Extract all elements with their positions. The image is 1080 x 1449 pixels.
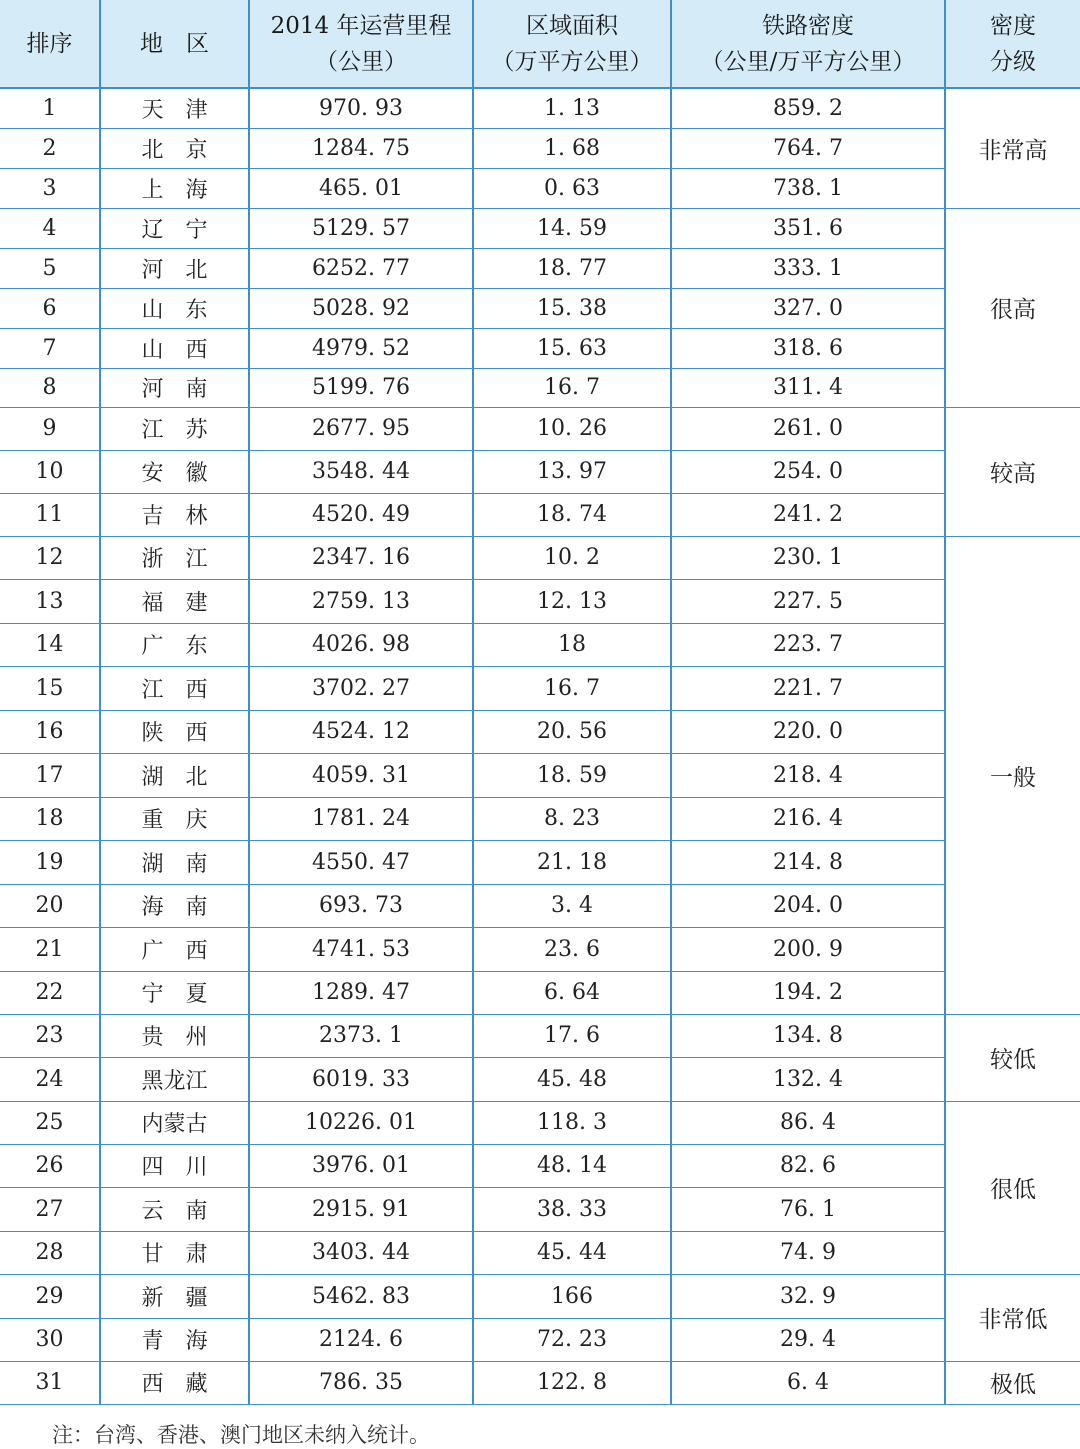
- region-cell: 甘 肃: [100, 1231, 249, 1274]
- density-cell: 200. 9: [671, 927, 945, 971]
- density-cell: 134. 8: [671, 1014, 945, 1057]
- rank-cell: 11: [0, 493, 100, 536]
- density-cell: 221. 7: [671, 666, 945, 710]
- mileage-cell: 4550. 47: [249, 840, 473, 884]
- mileage-cell: 786. 35: [249, 1361, 473, 1404]
- table-row: [0, 840, 1080, 884]
- region-cell: 江 苏: [100, 407, 249, 450]
- table-row: [0, 88, 1080, 128]
- mileage-cell: 970. 93: [249, 88, 473, 128]
- region-cell: 湖 南: [100, 840, 249, 884]
- mileage-cell: 10226. 01: [249, 1101, 473, 1144]
- table-row: [0, 623, 1080, 666]
- table-row: [0, 884, 1080, 927]
- area-cell: 18. 77: [473, 248, 671, 288]
- table-row: [0, 1057, 1080, 1101]
- mileage-cell: 2677. 95: [249, 407, 473, 450]
- region-cell: 西 藏: [100, 1361, 249, 1404]
- region-cell: 宁 夏: [100, 971, 249, 1014]
- density-cell: 764. 7: [671, 128, 945, 168]
- grade-cell: 较低: [945, 1014, 1080, 1101]
- region-cell: 福 建: [100, 579, 249, 623]
- rank-cell: 1: [0, 88, 100, 128]
- area-cell: 45. 44: [473, 1231, 671, 1274]
- area-cell: 12. 13: [473, 579, 671, 623]
- density-cell: 218. 4: [671, 753, 945, 797]
- grade-cell: 很高: [945, 208, 1080, 407]
- mileage-cell: 1289. 47: [249, 971, 473, 1014]
- rank-cell: 31: [0, 1361, 100, 1404]
- region-cell: 河 南: [100, 368, 249, 407]
- area-cell: 17. 6: [473, 1014, 671, 1057]
- header-density: [671, 0, 945, 88]
- table-row: [0, 168, 1080, 208]
- area-cell: 118. 3: [473, 1101, 671, 1144]
- rank-cell: 4: [0, 208, 100, 248]
- mileage-cell: 3702. 27: [249, 666, 473, 710]
- density-cell: 76. 1: [671, 1187, 945, 1231]
- mileage-cell: 1781. 24: [249, 797, 473, 840]
- mileage-cell: 2915. 91: [249, 1187, 473, 1231]
- rank-cell: 24: [0, 1057, 100, 1101]
- density-cell: 214. 8: [671, 840, 945, 884]
- area-cell: 38. 33: [473, 1187, 671, 1231]
- table-row: [0, 368, 1080, 407]
- table-row: [0, 797, 1080, 840]
- mileage-cell: 3548. 44: [249, 450, 473, 493]
- density-cell: 241. 2: [671, 493, 945, 536]
- header-mileage-line1: 2014 年运营里程: [270, 12, 452, 39]
- table-row: [0, 927, 1080, 971]
- region-cell: 重 庆: [100, 797, 249, 840]
- density-cell: 738. 1: [671, 168, 945, 208]
- area-cell: 10. 26: [473, 407, 671, 450]
- grade-cell: 非常高: [945, 88, 1080, 208]
- table-row: [0, 407, 1080, 450]
- mileage-cell: 5129. 57: [249, 208, 473, 248]
- table-row: [0, 328, 1080, 368]
- mileage-cell: 5462. 83: [249, 1274, 473, 1318]
- region-cell: 四 川: [100, 1144, 249, 1187]
- grade-cell: 极低: [945, 1361, 1080, 1404]
- region-cell: 山 西: [100, 328, 249, 368]
- region-cell: 江 西: [100, 666, 249, 710]
- area-cell: 3. 4: [473, 884, 671, 927]
- mileage-cell: 6252. 77: [249, 248, 473, 288]
- density-cell: 230. 1: [671, 536, 945, 579]
- density-cell: 29. 4: [671, 1318, 945, 1361]
- area-cell: 20. 56: [473, 710, 671, 753]
- table-row: [0, 493, 1080, 536]
- table-header-row: [0, 0, 1080, 88]
- rank-cell: 5: [0, 248, 100, 288]
- header-mileage: [249, 0, 473, 88]
- density-cell: 204. 0: [671, 884, 945, 927]
- table-body: [0, 88, 1080, 1404]
- header-region: 地 区: [100, 0, 249, 88]
- mileage-cell: 2124. 6: [249, 1318, 473, 1361]
- table-row: [0, 1318, 1080, 1361]
- mileage-cell: 693. 73: [249, 884, 473, 927]
- rank-cell: 10: [0, 450, 100, 493]
- table-row: [0, 1144, 1080, 1187]
- rank-cell: 29: [0, 1274, 100, 1318]
- rank-cell: 25: [0, 1101, 100, 1144]
- rank-cell: 13: [0, 579, 100, 623]
- rank-cell: 6: [0, 288, 100, 328]
- area-cell: 45. 48: [473, 1057, 671, 1101]
- area-cell: 18. 74: [473, 493, 671, 536]
- rank-cell: 23: [0, 1014, 100, 1057]
- region-cell: 辽 宁: [100, 208, 249, 248]
- table-row: [0, 1101, 1080, 1144]
- area-cell: 8. 23: [473, 797, 671, 840]
- area-cell: 166: [473, 1274, 671, 1318]
- density-cell: 261. 0: [671, 407, 945, 450]
- table-row: [0, 450, 1080, 493]
- header-mileage-line2: （公里）: [315, 48, 407, 75]
- header-grade-line1: 密度: [990, 12, 1036, 39]
- density-cell: 223. 7: [671, 623, 945, 666]
- header-area-line1: 区域面积: [526, 12, 618, 39]
- density-cell: 194. 2: [671, 971, 945, 1014]
- table-row: [0, 1274, 1080, 1318]
- region-cell: 内蒙古: [100, 1101, 249, 1144]
- region-cell: 贵 州: [100, 1014, 249, 1057]
- table-row: [0, 536, 1080, 579]
- region-cell: 广 东: [100, 623, 249, 666]
- mileage-cell: 2373. 1: [249, 1014, 473, 1057]
- table-row: [0, 288, 1080, 328]
- footnote: 注：台湾、香港、澳门地区未纳入统计。: [52, 1423, 430, 1447]
- area-cell: 72. 23: [473, 1318, 671, 1361]
- rank-cell: 15: [0, 666, 100, 710]
- area-cell: 15. 63: [473, 328, 671, 368]
- rank-cell: 18: [0, 797, 100, 840]
- rank-cell: 27: [0, 1187, 100, 1231]
- region-cell: 陕 西: [100, 710, 249, 753]
- table-row: [0, 248, 1080, 288]
- mileage-cell: 5199. 76: [249, 368, 473, 407]
- grade-cell: 很低: [945, 1101, 1080, 1274]
- area-cell: 48. 14: [473, 1144, 671, 1187]
- density-cell: 311. 4: [671, 368, 945, 407]
- mileage-cell: 6019. 33: [249, 1057, 473, 1101]
- area-cell: 18. 59: [473, 753, 671, 797]
- area-cell: 1. 68: [473, 128, 671, 168]
- rank-cell: 26: [0, 1144, 100, 1187]
- rank-cell: 19: [0, 840, 100, 884]
- mileage-cell: 5028. 92: [249, 288, 473, 328]
- rank-cell: 14: [0, 623, 100, 666]
- grade-cell: 较高: [945, 407, 1080, 536]
- density-cell: 82. 6: [671, 1144, 945, 1187]
- table-row: [0, 1361, 1080, 1404]
- header-area-line2: （万平方公里）: [491, 48, 653, 75]
- density-cell: 216. 4: [671, 797, 945, 840]
- mileage-cell: 4524. 12: [249, 710, 473, 753]
- rank-cell: 12: [0, 536, 100, 579]
- area-cell: 16. 7: [473, 368, 671, 407]
- density-cell: 220. 0: [671, 710, 945, 753]
- header-grade: [945, 0, 1080, 88]
- rank-cell: 2: [0, 128, 100, 168]
- region-cell: 黑龙江: [100, 1057, 249, 1101]
- mileage-cell: 1284. 75: [249, 128, 473, 168]
- table-row: [0, 666, 1080, 710]
- region-cell: 湖 北: [100, 753, 249, 797]
- area-cell: 16. 7: [473, 666, 671, 710]
- area-cell: 23. 6: [473, 927, 671, 971]
- rank-cell: 22: [0, 971, 100, 1014]
- region-cell: 安 徽: [100, 450, 249, 493]
- area-cell: 21. 18: [473, 840, 671, 884]
- mileage-cell: 3403. 44: [249, 1231, 473, 1274]
- header-area: [473, 0, 671, 88]
- area-cell: 1. 13: [473, 88, 671, 128]
- density-cell: 254. 0: [671, 450, 945, 493]
- area-cell: 0. 63: [473, 168, 671, 208]
- region-cell: 山 东: [100, 288, 249, 328]
- region-cell: 广 西: [100, 927, 249, 971]
- mileage-cell: 465. 01: [249, 168, 473, 208]
- area-cell: 122. 8: [473, 1361, 671, 1404]
- table-row: [0, 1187, 1080, 1231]
- region-cell: 云 南: [100, 1187, 249, 1231]
- rank-cell: 20: [0, 884, 100, 927]
- region-cell: 青 海: [100, 1318, 249, 1361]
- mileage-cell: 2759. 13: [249, 579, 473, 623]
- rank-cell: 30: [0, 1318, 100, 1361]
- density-cell: 86. 4: [671, 1101, 945, 1144]
- area-cell: 18: [473, 623, 671, 666]
- table-row: [0, 128, 1080, 168]
- rank-cell: 8: [0, 368, 100, 407]
- area-cell: 15. 38: [473, 288, 671, 328]
- mileage-cell: 4741. 53: [249, 927, 473, 971]
- density-cell: 227. 5: [671, 579, 945, 623]
- table-row: [0, 753, 1080, 797]
- rank-cell: 9: [0, 407, 100, 450]
- density-cell: 6. 4: [671, 1361, 945, 1404]
- table-row: [0, 971, 1080, 1014]
- area-cell: 13. 97: [473, 450, 671, 493]
- area-cell: 14. 59: [473, 208, 671, 248]
- table-row: [0, 710, 1080, 753]
- region-cell: 海 南: [100, 884, 249, 927]
- rank-cell: 7: [0, 328, 100, 368]
- mileage-cell: 2347. 16: [249, 536, 473, 579]
- table-row: [0, 208, 1080, 248]
- rank-cell: 16: [0, 710, 100, 753]
- table-row: [0, 1014, 1080, 1057]
- area-cell: 6. 64: [473, 971, 671, 1014]
- region-cell: 河 北: [100, 248, 249, 288]
- density-cell: 859. 2: [671, 88, 945, 128]
- density-cell: 327. 0: [671, 288, 945, 328]
- density-cell: 132. 4: [671, 1057, 945, 1101]
- rank-cell: 3: [0, 168, 100, 208]
- density-cell: 74. 9: [671, 1231, 945, 1274]
- mileage-cell: 4026. 98: [249, 623, 473, 666]
- density-cell: 351. 6: [671, 208, 945, 248]
- rank-cell: 28: [0, 1231, 100, 1274]
- mileage-cell: 3976. 01: [249, 1144, 473, 1187]
- grade-cell: 非常低: [945, 1274, 1080, 1361]
- density-cell: 333. 1: [671, 248, 945, 288]
- region-cell: 新 疆: [100, 1274, 249, 1318]
- region-cell: 浙 江: [100, 536, 249, 579]
- header-rank: 排序: [0, 0, 100, 88]
- area-cell: 10. 2: [473, 536, 671, 579]
- rank-cell: 17: [0, 753, 100, 797]
- grade-cell: 一般: [945, 536, 1080, 1014]
- region-cell: 上 海: [100, 168, 249, 208]
- mileage-cell: 4059. 31: [249, 753, 473, 797]
- table-row: [0, 1231, 1080, 1274]
- density-cell: 32. 9: [671, 1274, 945, 1318]
- density-cell: 318. 6: [671, 328, 945, 368]
- table-row: [0, 579, 1080, 623]
- mileage-cell: 4520. 49: [249, 493, 473, 536]
- rank-cell: 21: [0, 927, 100, 971]
- mileage-cell: 4979. 52: [249, 328, 473, 368]
- header-density-line1: 铁路密度: [762, 12, 854, 39]
- header-grade-line2: 分级: [990, 48, 1036, 75]
- region-cell: 天 津: [100, 88, 249, 128]
- region-cell: 吉 林: [100, 493, 249, 536]
- region-cell: 北 京: [100, 128, 249, 168]
- header-density-line2: （公里/万平方公里）: [700, 48, 916, 75]
